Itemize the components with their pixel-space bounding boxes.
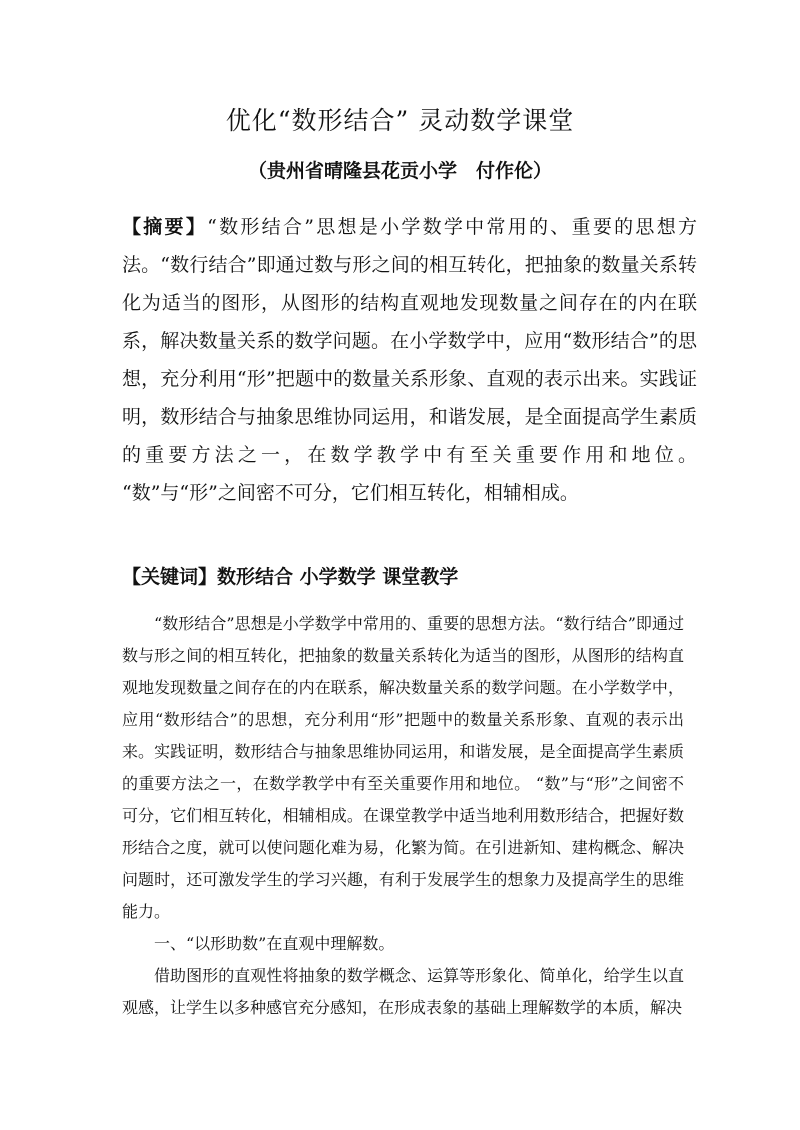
abstract-text: “数形结合”思想是小学数学中常用的、重要的思想方法。“数行结合”即通过数与形之间的相互转化，把抽象的数量关系转化为适当的图形，从图形的结构直观地发现数量之间存在的内在联系，解决数量关系的数学问题。在小学数学中，应用“数形结合”的思想，充分利用“形”把题中的数量关系形象、直观的表示出来。实践证明，数形结合与抽象思维协同运用，和谐发展，是全面提高学生素质的重要方法之一，在数学教学中有至关重要作用和地位。 “数”与“形”之间密不可分，它们相互转化，相辅相成。: [122, 216, 697, 504]
section-heading-1: 一、“以形助数”在直观中理解数。: [154, 934, 395, 953]
body-paragraph-intro: “数形结合”思想是小学数学中常用的、重要的思想方法。“数行结合”即通过数与形之间的相互转化，把抽象的数量关系转化为适当的图形，从图形的结构直观地发现数量之间存在的内在联系，解决数量关系的数学问题。在小学数学中，应用“数形结合”的思想，充分利用“形”把题中的数量关系形象、直观的表示出来。实践证明，数形结合与抽象思维协同运用，和谐发展，是全面提高学生素质的重要方法之一，在数学教学中有至关重要作用和地位。 “数”与“形”之间密不可分，它们相互转化，相辅相成。在课堂教学中适当地利用数形结合，把握好数形结合之度，就可以使问题化难为易，化繁为简。在引进新知、建构概念、解决问题时，还可激发学生的学习兴趣，有利于发展学生的想象力及提高学生的思维能力。: [122, 614, 684, 921]
author-affiliation: （贵州省晴隆县花贡小学 付作伦）: [247, 160, 552, 182]
document-title: 优化“数形结合” 灵动数学课堂: [225, 106, 575, 135]
body-paragraph-section-1: 借助图形的直观性将抽象的数学概念、运算等形象化、简单化，给学生以直观感，让学生以多种感官充分感知，在形成表象的基础上理解数学的本质，解决: [122, 966, 684, 1017]
abstract-tag: 【摘要】: [122, 216, 208, 238]
keywords-line: 【关键词】数形结合 小学数学 课堂教学: [122, 566, 459, 588]
abstract-section: [122, 208, 697, 512]
